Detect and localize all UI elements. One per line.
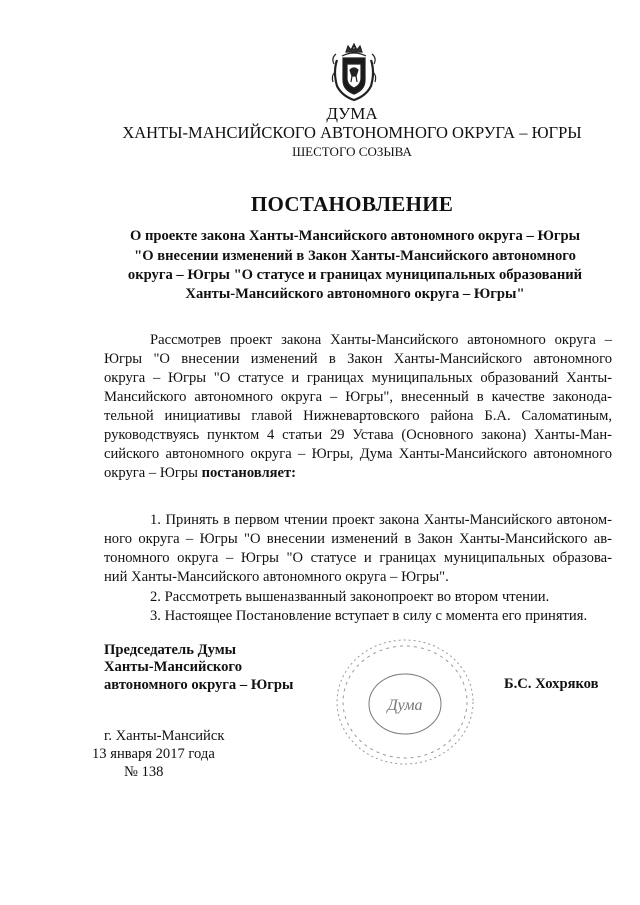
preamble-line: сийского автономного округа – Югры, Дума Ханты-Мансийского автономного (104, 446, 612, 462)
signatory-position: автономного округа – Югры (104, 677, 294, 693)
okrug-heading: ХАНТЫ-МАНСИЙСКОГО АВТОНОМНОГО ОКРУГА – ЮГРЫ (122, 123, 582, 142)
preamble-line: округа – Югры "О статусе и границах муниципальных образований Ханты- (104, 370, 612, 386)
item-line: 2. Рассмотреть вышеназванный законопроект во втором чтении. (150, 589, 550, 605)
subject-line: округа – Югры "О статусе и границах муниципальных образований (127, 267, 583, 283)
preamble-line: Рассмотрев проект закона Ханты-Мансийского автономного округа – (150, 332, 612, 348)
document-number: № 138 (124, 764, 164, 780)
preamble-line: Мансийского автономного округа – Югры", внесенный в качестве законода- (104, 389, 612, 405)
adoption-date: 13 января 2017 года (92, 746, 215, 762)
official-stamp (330, 632, 480, 772)
item-line: ного округа – Югры "О внесении изменений в Закон Ханты-Мансийского ав- (104, 531, 612, 547)
preamble-line: округа – Югры (104, 465, 202, 481)
item-line: тономного округа – Югры "О статусе и границах муниципальных образова- (104, 550, 612, 566)
duma-heading: ДУМА (326, 104, 378, 123)
subject-line: Ханты-Мансийского автономного округа – Югры" (185, 286, 525, 302)
item-line: 1. Принять в первом чтении проект закона Ханты-Мансийского автоном- (150, 512, 612, 528)
preamble-line: тельной инициативы главой Нижневартовского района Б.А. Саломатиным, (104, 408, 612, 424)
signatory-position: Председатель Думы (104, 642, 237, 658)
preamble-line: Югры "О внесении изменений в Закон Ханты-Мансийского автономного (104, 351, 612, 367)
signatory-name: Б.С. Хохряков (504, 676, 599, 692)
item-line: ний Ханты-Мансийского автономного округа – Югры". (104, 569, 449, 585)
convocation-heading: ШЕСТОГО СОЗЫВА (292, 144, 412, 159)
preamble-last-line (104, 465, 612, 482)
place-of-adoption: г. Ханты-Мансийск (104, 728, 225, 744)
subject-line: "О внесении изменений в Закон Ханты-Мансийского автономного (134, 248, 576, 264)
preamble-line: руководствуясь пунктом 4 статьи 29 Устава (Основного закона) Ханты-Ман- (104, 427, 612, 443)
subject-line: О проекте закона Ханты-Мансийского автономного округа – Югры (129, 228, 581, 244)
item-line: 3. Настоящее Постановление вступает в силу с момента его принятия. (150, 608, 588, 624)
coat-of-arms-icon (328, 42, 380, 104)
document-title: ПОСТАНОВЛЕНИЕ (250, 192, 454, 216)
stamp-text: Дума (387, 697, 423, 714)
decree-word: постановляет: (201, 465, 297, 481)
signatory-position: Ханты-Мансийского (104, 659, 242, 675)
